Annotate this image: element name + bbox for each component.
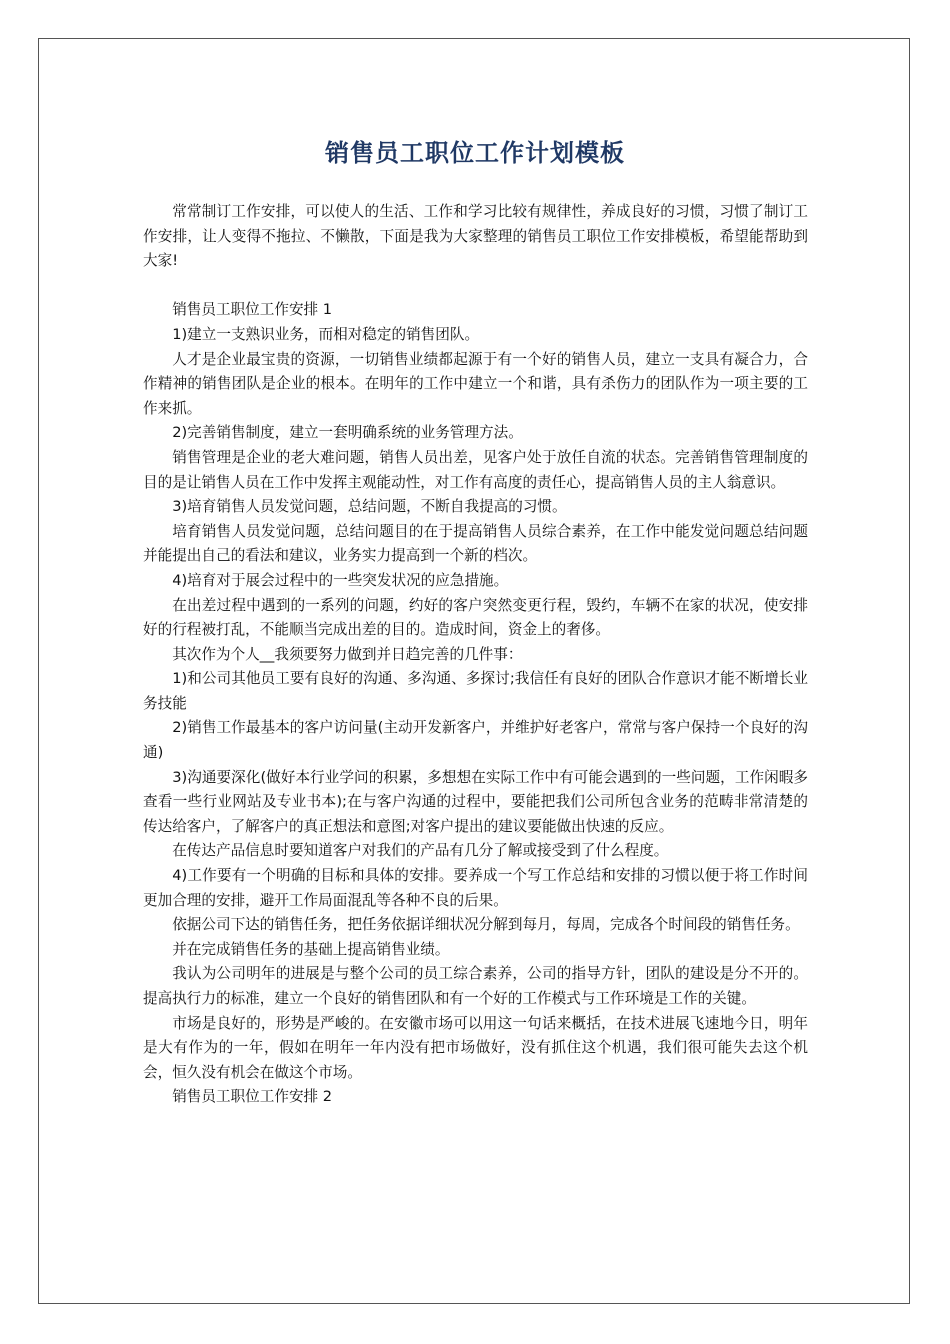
intro-paragraph: 常常制订工作安排，可以使人的生活、工作和学习比较有规律性，养成良好的习惯，习惯了制订工作安排，让人变得不拖拉、不懒散，下面是我为大家整理的销售员工职位工作安排模板，希望能帮助到大家! — [143, 203, 808, 270]
body-paragraph: 2)销售工作最基本的客户访问量(主动开发新客户，并维护好老客户，常常与客户保持一个良好的沟通) — [143, 719, 808, 762]
body-paragraph: 在传达产品信息时要知道客户对我们的产品有几分了解或接受到了什么程度。 — [172, 842, 669, 860]
body-paragraph: 4)工作要有一个明确的目标和具体的安排。要养成一个写工作总结和安排的习惯以便于将工作时间更加合理的安排，避开工作局面混乱等各种不良的后果。 — [143, 867, 808, 909]
section-heading-1: 销售员工职位工作安排 1 — [172, 301, 333, 319]
section-heading-2: 销售员工职位工作安排 2 — [172, 1088, 333, 1106]
body-paragraph: 依据公司下达的销售任务，把任务依据详细状况分解到每月，每周，完成各个时间段的销售任务。 — [172, 916, 800, 934]
body-paragraph: 1)建立一支熟识业务，而相对稳定的销售团队。 — [172, 325, 480, 343]
body-paragraph: 3)培育销售人员发觉问题，总结问题，不断自我提高的习惯。 — [172, 498, 567, 516]
body-paragraph: 销售管理是企业的老大难问题，销售人员出差，见客户处于放任自流的状态。完善销售管理制度的目的是让销售人员在工作中发挥主观能动性，对工作有高度的责任心，提高销售人员的主人翁意识。 — [143, 448, 808, 491]
document-body — [143, 200, 808, 1110]
body-paragraph: 3)沟通要深化(做好本行业学问的积累，多想想在实际工作中有可能会遇到的一些问题，工作闲暇多查看一些行业网站及专业书本);在与客户沟通的过程中，要能把我们公司所包含业务的范畴非常清楚的传达给客户，了解客户的真正想法和意图;对客户提出的建议要能做出快速的反应。 — [143, 768, 808, 835]
body-paragraph: 其次作为个人__我须要努力做到并日趋完善的几件事： — [172, 645, 523, 663]
body-paragraph: 市场是良好的，形势是严峻的。在安徽市场可以用这一句话来概括，在技术进展飞速地今日，明年是大有作为的一年，假如在明年一年内没有把市场做好，没有抓住这个机遇，我们很可能失去这个机会，恒久没有机会在做这个市场。 — [143, 1014, 808, 1081]
body-paragraph: 我认为公司明年的进展是与整个公司的员工综合素养，公司的指导方针，团队的建设是分不开的。提高执行力的标准，建立一个良好的销售团队和有一个好的工作模式与工作环境是工作的关键。 — [143, 965, 808, 1007]
body-paragraph: 在出差过程中遇到的一系列的问题，约好的客户突然变更行程，毁约，车辆不在家的状况，使安排好的行程被打乱，不能顺当完成出差的目的。造成时间，资金上的奢侈。 — [143, 596, 808, 639]
body-paragraph: 并在完成销售任务的基础上提高销售业绩。 — [172, 940, 450, 958]
document-title: 销售员工职位工作计划模板 — [325, 139, 625, 167]
body-paragraph: 1)和公司其他员工要有良好的沟通、多沟通、多探讨;我信任有良好的团队合作意识才能不断增长业务技能 — [143, 670, 808, 712]
body-paragraph: 人才是企业最宝贵的资源，一切销售业绩都起源于有一个好的销售人员，建立一支具有凝合力，合作精神的销售团队是企业的根本。在明年的工作中建立一个和谐，具有杀伤力的团队作为一项主要的工作来抓。 — [143, 350, 808, 417]
body-paragraph: 2)完善销售制度，建立一套明确系统的业务管理方法。 — [172, 424, 523, 442]
body-paragraph: 4)培育对于展会过程中的一些突发状况的应急措施。 — [172, 571, 509, 589]
body-paragraph: 培育销售人员发觉问题，总结问题目的在于提高销售人员综合素养，在工作中能发觉问题总结问题并能提出自己的看法和建议，业务实力提高到一个新的档次。 — [143, 522, 808, 565]
